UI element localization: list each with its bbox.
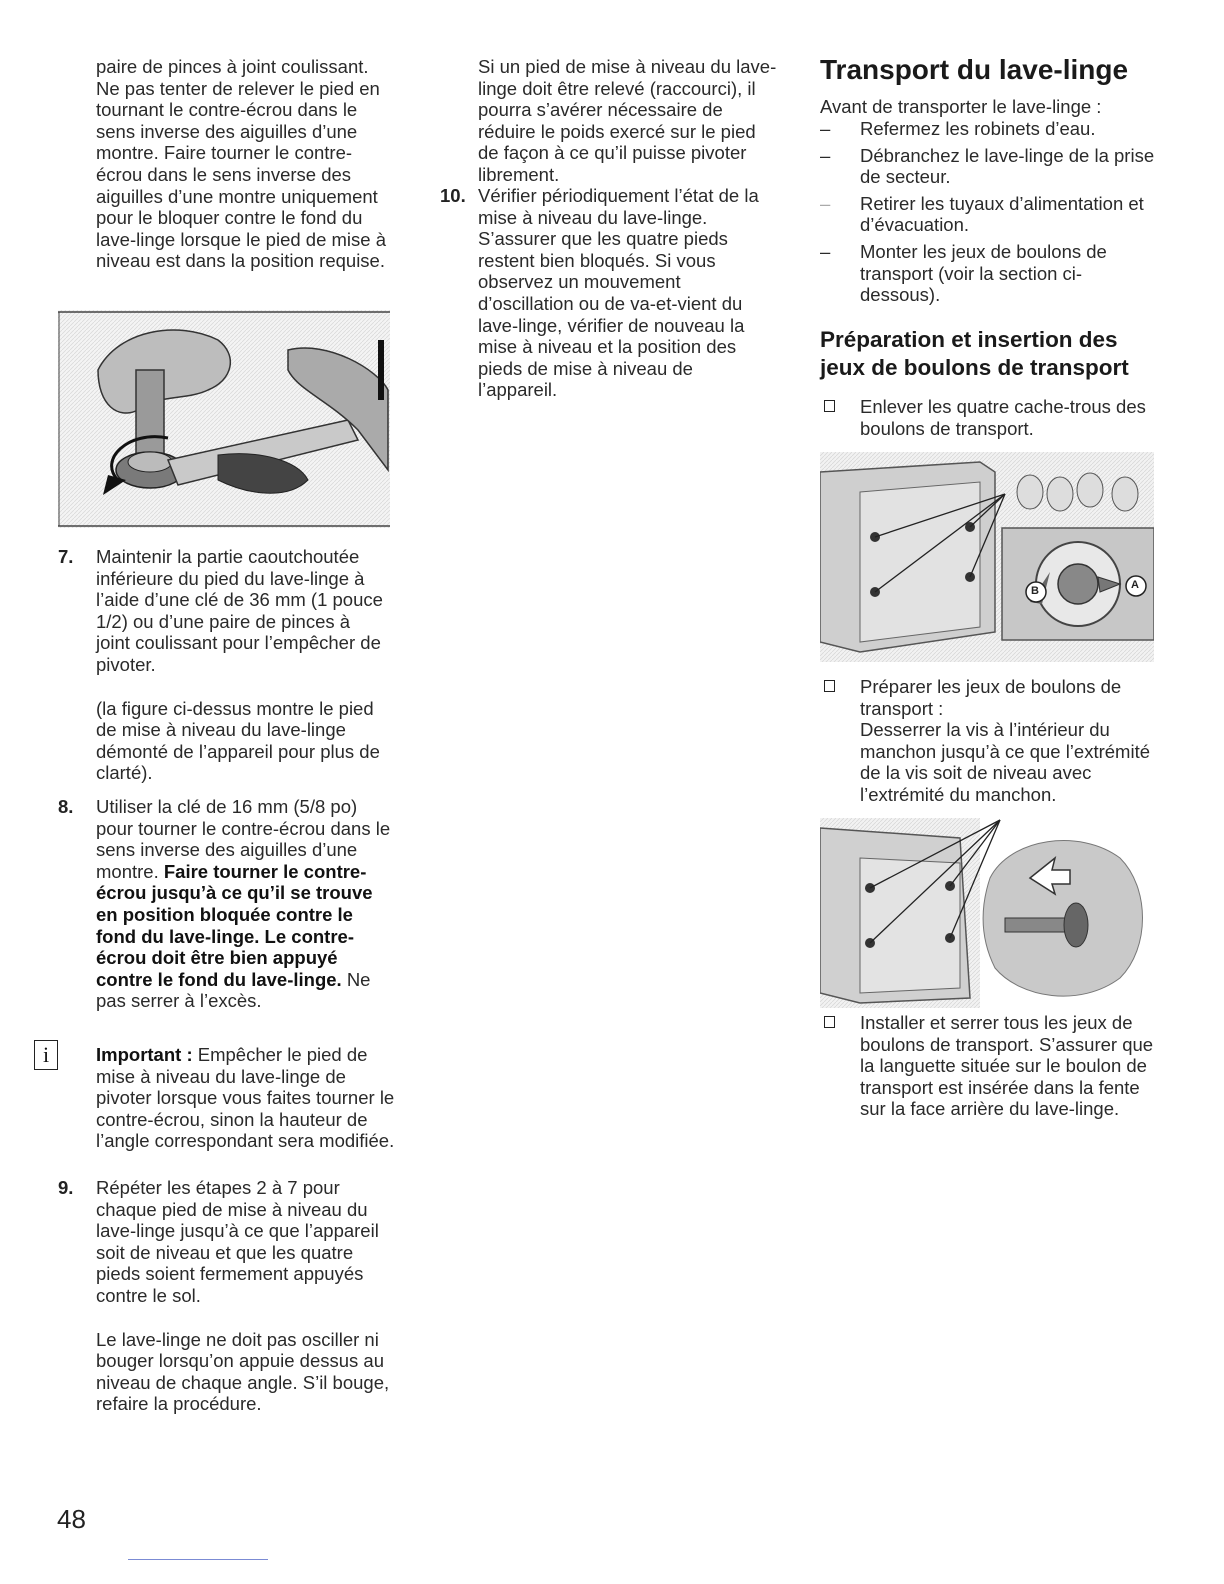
section-subtitle: Préparation et insertion des jeux de boulons de transport [820,327,1129,380]
footer-rule [128,1559,268,1560]
info-icon: i [34,1040,58,1070]
dash-bullet: – [820,144,831,166]
bolt-insertion-illustration [820,818,1150,1008]
checklist-item [820,1012,1160,1120]
list-item-text: Refermez les robinets d’eau. [860,118,1096,139]
checklist-item-text: Enlever les quatre cache-trous des boulons de transport. [860,396,1146,439]
dash-bullet: – [820,118,831,139]
figure-label-a: A [1131,579,1139,591]
list-item [820,193,1160,236]
list-item-text: Débranchez le lave-linge de la prise de secteur. [860,144,1155,188]
checklist-item [820,676,1160,806]
step-9 [58,1177,398,1415]
dash-bullet: – [820,192,831,214]
list-item-text: Monter les jeux de boulons de transport (voir la section ci-dessous). [860,240,1107,306]
step-8-text [96,796,396,1012]
checklist-item-subtext: Desserrer la vis à l’intérieur du manchon jusqu’à ce que l’extrémité de la vis soit de niveau avec l’extrémité du manchon. [860,719,1150,805]
list-item [820,118,1160,140]
checklist-item-text: Installer et serrer tous les jeux de boulons de transport. S’assurer que la languette située sur le boulon de transport est insérée dans la fente sur la face arrière du lave-linge. [860,1012,1154,1120]
leveling-foot-illustration [58,310,390,528]
checkbox-bullet-icon [824,1016,835,1028]
step-7-number: 7. [58,546,74,567]
step-9-note: Le lave-linge ne doit pas osciller ni bouger lorsqu’on appuie dessus au niveau de chaque angle. S’il bouge, refaire la procédure. [96,1328,390,1415]
step-8 [58,796,398,1012]
step-9-text: Répéter les étapes 2 à 7 pour chaque pied de mise à niveau du lave-linge jusqu’à ce que l’appareil soit de niveau et que les quatre pieds soient fermement appuyés contre le sol. [96,1177,379,1306]
step-7-text: Maintenir la partie caoutchoutée inférieure du pied du lave-linge à l’aide d’une clé de 36 mm (1 pouce 1/2) ou d’une paire de pinces à joint coulissant pour l’empêcher de pivoter. [96,546,383,675]
step-8-bold: Faire tourner le contre-écrou jusqu’à ce qu’il se trouve en position bloquée contre le fond du lave-linge. Le contre-écrou doit être bien appuyé contre le fond du lave-linge. [96,860,373,990]
dash-bullet: – [820,240,831,262]
page-number: 48 [57,1504,86,1534]
list-item [820,145,1160,188]
transport-list [820,118,1160,306]
transport-lead: Avant de transporter le lave-linge : [820,96,1102,117]
important-label: Important : [96,1044,193,1065]
list-item-text: Retirer les tuyaux d’alimentation et d’évacuation. [860,192,1144,236]
step-10-text: Vérifier périodiquement l’état de la mise à niveau du lave-linge. S’assurer que les quatre pieds restent bien bloqués. Si vous observez un mouvement d’oscillation ou de va-et-vient du lave-linge, vérifier de nouveau la mise à niveau et la position des pieds de mise à niveau de l’appareil. [478,185,759,401]
intro-paragraph: paire de pinces à joint coulissant. Ne pas tenter de relever le pied en tournant le contre-écrou dans le sens inverse des aiguilles d’une montre. Faire tourner le contre-écrou dans le sens inverse des aiguilles d’une montre uniquement pour le bloquer contre le fond du lave-linge lorsque le pied de mise à niveau est dans la position requise. [96,56,387,272]
list-item [820,241,1160,306]
middle-intro: Si un pied de mise à niveau du lave-linge doit être relevé (raccourci), il pourra s’avérer nécessaire de réduire le poids exercé sur le pied de façon à ce qu’il puisse pivoter librement. [478,56,777,185]
checkbox-bullet-icon [824,400,835,412]
step-8-text-b: Ne pas serrer à l’excès. [96,968,371,1012]
step-7-note: (la figure ci-dessus montre le pied de mise à niveau du lave-linge démonté de l’appareil pour plus de clarté). [96,697,380,784]
step-7 [58,546,398,784]
checklist-item [820,396,1160,439]
important-note [42,1040,398,1152]
important-text [96,1040,396,1152]
important-body: Empêcher le pied de mise à niveau du lave-linge de pivoter lorsque vous faites tourner le contre-écrou, sinon la hauteur de l’angle correspondant sera modifiée. [96,1044,395,1152]
step-8-number: 8. [58,796,74,817]
figure-label-b: B [1031,585,1039,597]
step-10 [440,185,780,401]
cap-removal-illustration [820,452,1154,662]
step-8-text-a: Utiliser la clé de 16 mm (5/8 po) pour tourner le contre-écrou dans le sens inverse des aiguilles d’une montre. [96,796,391,882]
section-title: Transport du lave-linge [820,54,1129,85]
checklist-item-text: Préparer les jeux de boulons de transport : [860,676,1122,719]
step-10-number: 10. [440,185,466,206]
step-9-number: 9. [58,1177,74,1198]
checkbox-bullet-icon [824,680,835,692]
